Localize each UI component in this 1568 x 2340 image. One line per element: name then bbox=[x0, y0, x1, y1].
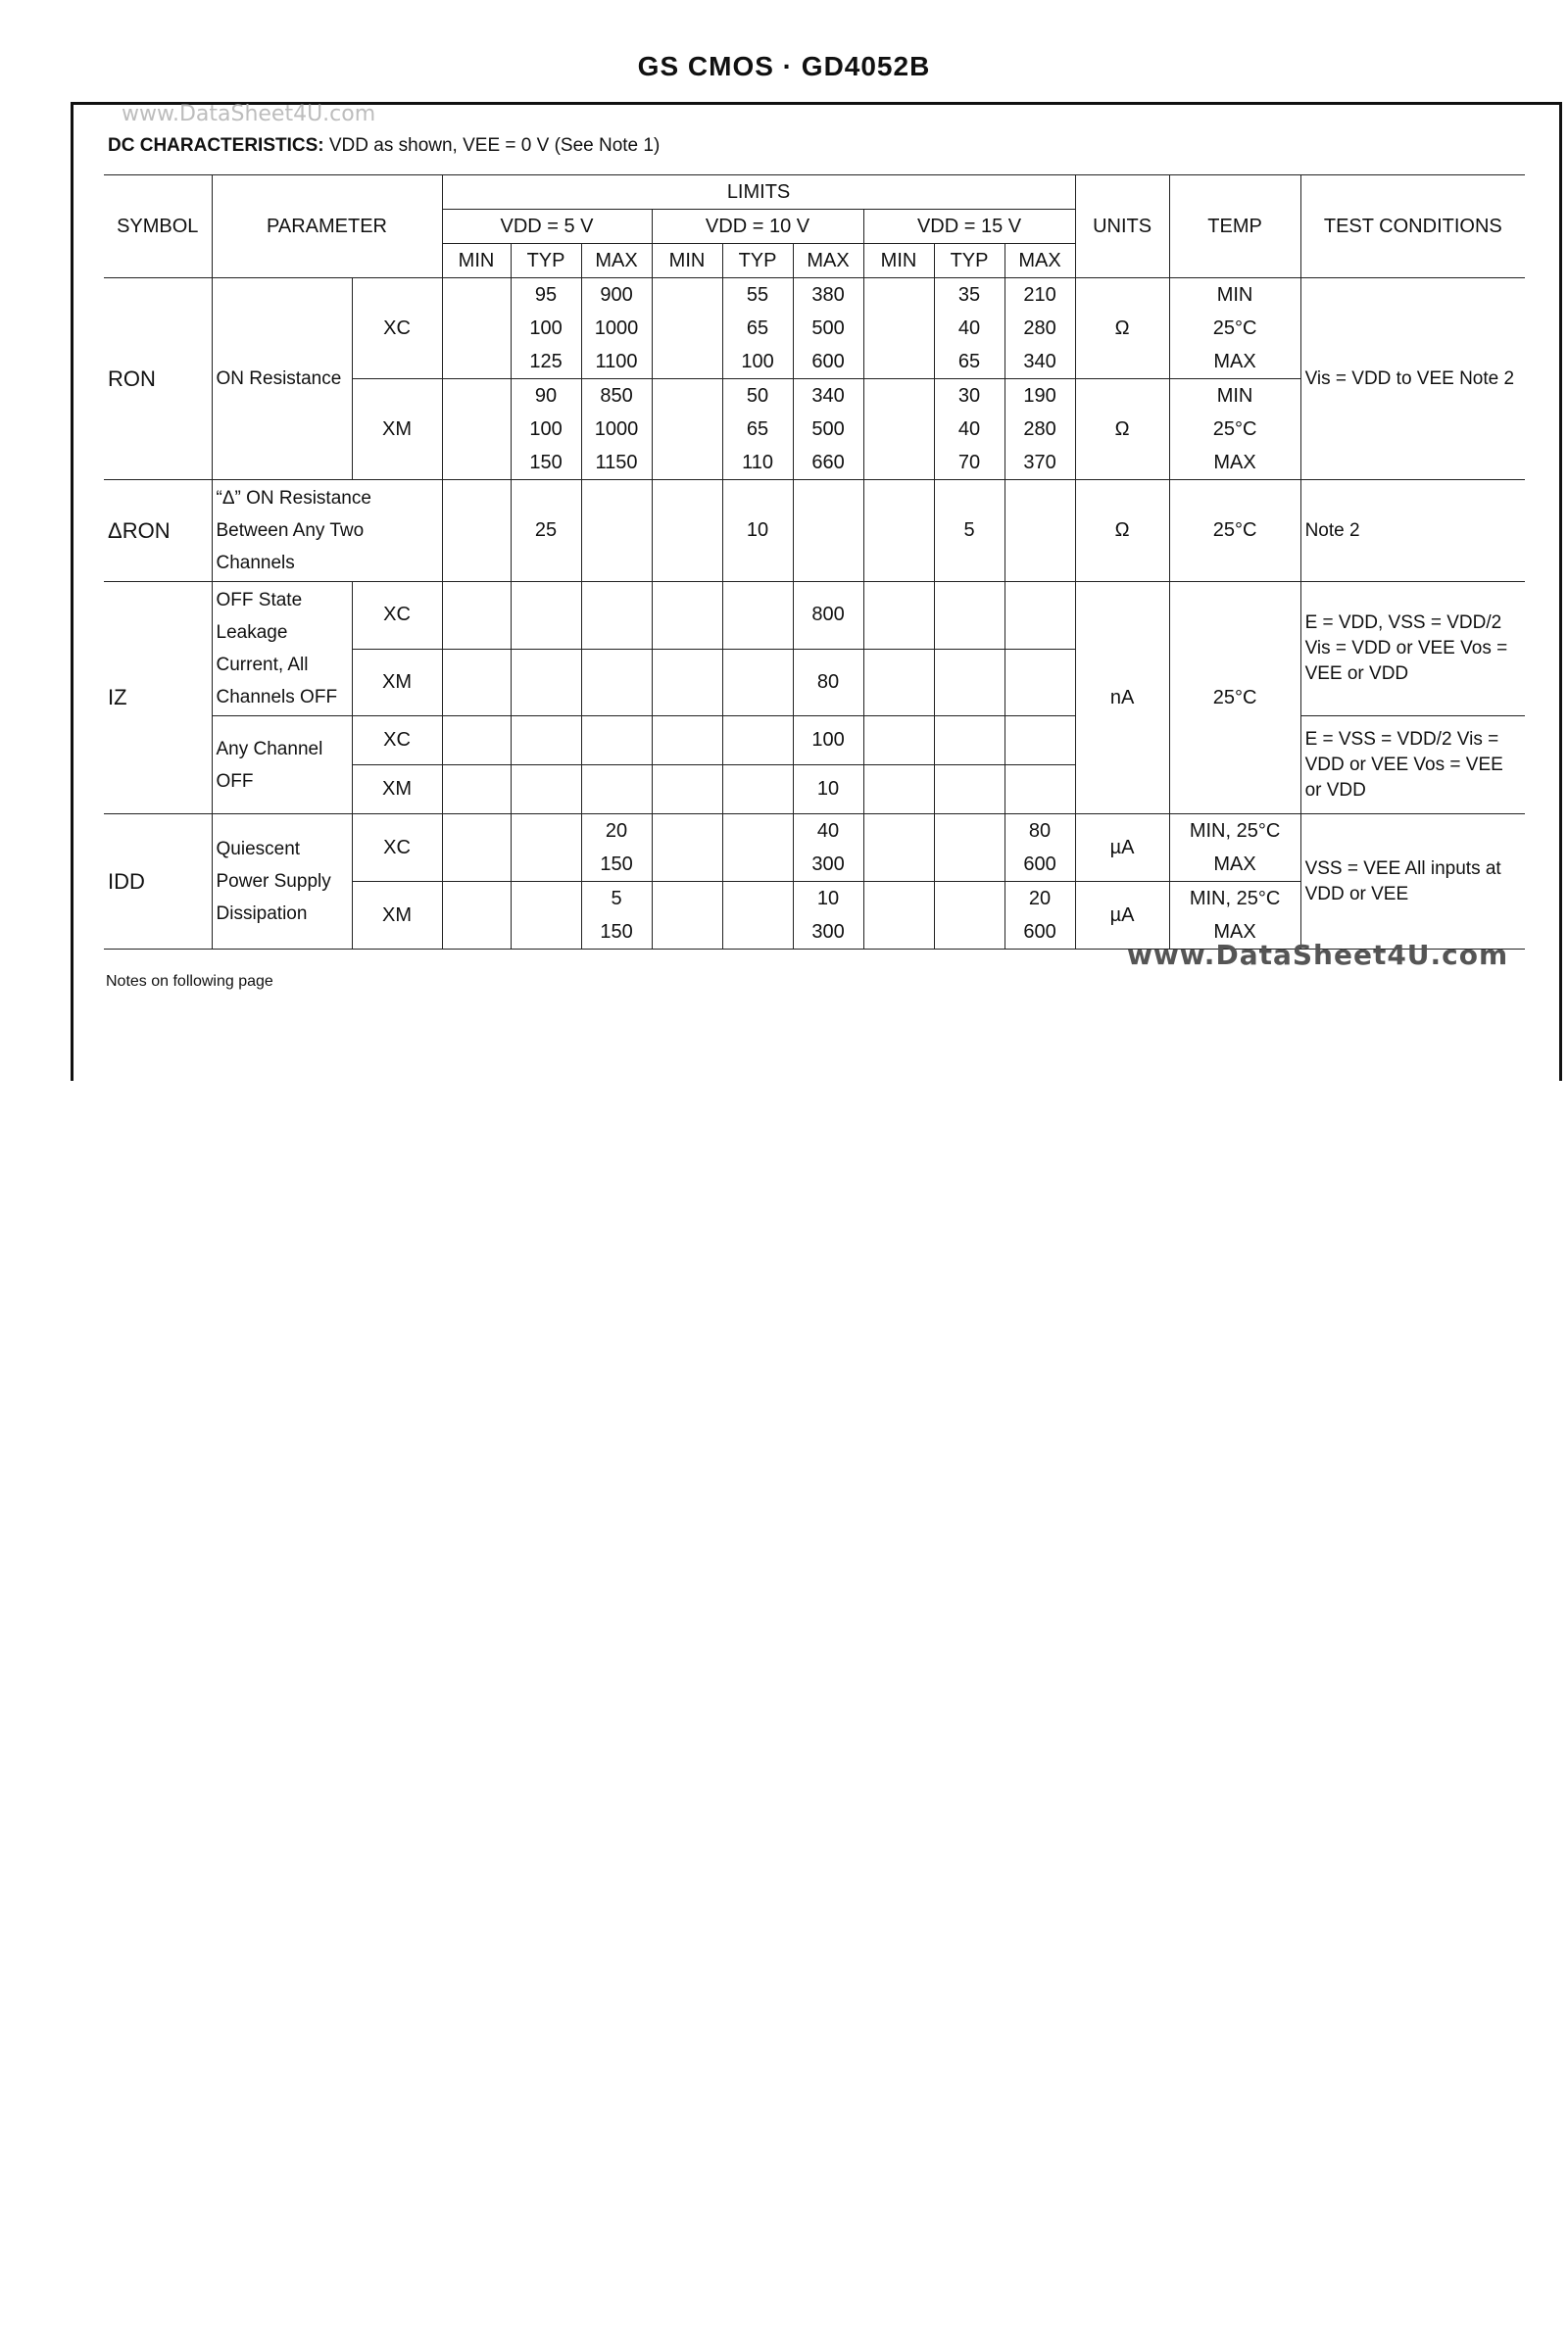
cell bbox=[652, 814, 722, 882]
cell: 5 bbox=[934, 480, 1004, 582]
cell: 25 bbox=[511, 480, 581, 582]
cell bbox=[1004, 582, 1075, 650]
cell bbox=[934, 716, 1004, 765]
cell bbox=[581, 582, 652, 650]
cell: 95 bbox=[511, 278, 581, 313]
watermark-top: www.DataSheet4U.com bbox=[122, 102, 376, 126]
cell bbox=[442, 765, 511, 814]
units-ohm: Ω bbox=[1075, 480, 1169, 582]
header-min: MIN bbox=[652, 244, 722, 278]
cell: 1100 bbox=[581, 345, 652, 379]
cell: 65 bbox=[934, 345, 1004, 379]
cond-iz-any: E = VSS = VDD/2 Vis = VDD or VEE Vos = VEE or VDD bbox=[1300, 716, 1525, 814]
cell: 100 bbox=[511, 413, 581, 446]
header-min: MIN bbox=[442, 244, 511, 278]
cond-delta-ron: Note 2 bbox=[1300, 480, 1525, 582]
cell: 20 bbox=[581, 814, 652, 849]
cell bbox=[511, 649, 581, 716]
cell bbox=[863, 480, 934, 582]
notes-footer: Notes on following page bbox=[106, 973, 273, 990]
param-quiescent-power: Quiescent Power Supply Dissipation bbox=[212, 814, 352, 950]
cell bbox=[722, 582, 793, 650]
cell bbox=[442, 882, 511, 950]
page-title: GS CMOS · GD4052B bbox=[637, 51, 931, 81]
cell: 5 bbox=[581, 882, 652, 916]
cell: 150 bbox=[581, 915, 652, 950]
header-test-conditions: TEST CONDITIONS bbox=[1300, 175, 1525, 278]
cell: 80 bbox=[793, 649, 863, 716]
cell: 40 bbox=[934, 312, 1004, 345]
header-max: MAX bbox=[581, 244, 652, 278]
cell: 90 bbox=[511, 379, 581, 414]
cell: 50 bbox=[722, 379, 793, 414]
cell: 20 bbox=[1004, 882, 1075, 916]
cell: 850 bbox=[581, 379, 652, 414]
cell bbox=[934, 814, 1004, 882]
cell bbox=[442, 312, 511, 345]
cell: 40 bbox=[934, 413, 1004, 446]
header-min: MIN bbox=[863, 244, 934, 278]
cell bbox=[793, 480, 863, 582]
cell bbox=[863, 413, 934, 446]
symbol-iz: IZ bbox=[104, 582, 212, 814]
cell bbox=[652, 446, 722, 480]
cell: 65 bbox=[722, 312, 793, 345]
cell: 660 bbox=[793, 446, 863, 480]
cell bbox=[652, 413, 722, 446]
cell: 1000 bbox=[581, 312, 652, 345]
cell: 65 bbox=[722, 413, 793, 446]
units-ohm: Ω bbox=[1075, 278, 1169, 379]
cell bbox=[863, 582, 934, 650]
grade-xc: XC bbox=[352, 716, 442, 765]
cell bbox=[442, 582, 511, 650]
units-microamp: µA bbox=[1075, 882, 1169, 950]
cell bbox=[1004, 765, 1075, 814]
param-any-channel-off: Any Channel OFF bbox=[212, 716, 352, 814]
cell: 280 bbox=[1004, 413, 1075, 446]
cell: 600 bbox=[1004, 915, 1075, 950]
cell: MIN bbox=[1169, 379, 1300, 414]
cell: MAX bbox=[1169, 345, 1300, 379]
cell: 55 bbox=[722, 278, 793, 313]
dc-characteristics-table bbox=[104, 174, 1525, 950]
cell: 370 bbox=[1004, 446, 1075, 480]
header-max: MAX bbox=[1004, 244, 1075, 278]
grade-xc: XC bbox=[352, 278, 442, 379]
cell bbox=[652, 312, 722, 345]
cell: 300 bbox=[793, 915, 863, 950]
cond-iz-off: E = VDD, VSS = VDD/2 Vis = VDD or VEE Vos = VEE or VDD bbox=[1300, 582, 1525, 716]
cell bbox=[652, 882, 722, 950]
grade-xc: XC bbox=[352, 814, 442, 882]
cell: 10 bbox=[722, 480, 793, 582]
heading-rest: VDD as shown, VEE = 0 V (See Note 1) bbox=[323, 135, 661, 156]
cell bbox=[442, 649, 511, 716]
cell: 340 bbox=[793, 379, 863, 414]
cell: 800 bbox=[793, 582, 863, 650]
cell: 100 bbox=[793, 716, 863, 765]
cell bbox=[934, 765, 1004, 814]
grade-xm: XM bbox=[352, 649, 442, 716]
header-limits: LIMITS bbox=[442, 175, 1075, 210]
header-typ: TYP bbox=[722, 244, 793, 278]
cell bbox=[581, 480, 652, 582]
cell: 30 bbox=[934, 379, 1004, 414]
cell: 25°C bbox=[1169, 413, 1300, 446]
cell bbox=[722, 716, 793, 765]
cell bbox=[863, 446, 934, 480]
cell bbox=[442, 379, 511, 414]
header-typ: TYP bbox=[934, 244, 1004, 278]
cell: 80 bbox=[1004, 814, 1075, 849]
cell: MIN bbox=[1169, 278, 1300, 313]
cell bbox=[863, 765, 934, 814]
cell: 340 bbox=[1004, 345, 1075, 379]
temp-cell: MAX bbox=[1169, 848, 1300, 882]
cell: 110 bbox=[722, 446, 793, 480]
cell: 1000 bbox=[581, 413, 652, 446]
temp-cell: 25°C bbox=[1169, 480, 1300, 582]
cell bbox=[442, 716, 511, 765]
cell: 100 bbox=[511, 312, 581, 345]
symbol-delta-ron: ΔRON bbox=[104, 480, 212, 582]
cell bbox=[1004, 716, 1075, 765]
cell bbox=[511, 716, 581, 765]
cell: MAX bbox=[1169, 446, 1300, 480]
param-on-resistance: ON Resistance bbox=[212, 278, 352, 480]
cell bbox=[1004, 480, 1075, 582]
symbol-idd: IDD bbox=[104, 814, 212, 950]
grade-xm: XM bbox=[352, 379, 442, 480]
cell: 900 bbox=[581, 278, 652, 313]
cell bbox=[863, 882, 934, 950]
header-typ: TYP bbox=[511, 244, 581, 278]
symbol-ron: RON bbox=[104, 278, 212, 480]
cell bbox=[863, 379, 934, 414]
cell bbox=[511, 814, 581, 882]
cell: 125 bbox=[511, 345, 581, 379]
cell bbox=[581, 765, 652, 814]
cell bbox=[511, 765, 581, 814]
cell bbox=[934, 649, 1004, 716]
cell bbox=[863, 345, 934, 379]
header-vdd-15v: VDD = 15 V bbox=[863, 210, 1075, 244]
cell bbox=[442, 345, 511, 379]
cell bbox=[442, 814, 511, 882]
temp-cell: MIN, 25°C bbox=[1169, 882, 1300, 916]
cell: 210 bbox=[1004, 278, 1075, 313]
cell bbox=[581, 649, 652, 716]
cell bbox=[722, 765, 793, 814]
cell bbox=[511, 882, 581, 950]
cell bbox=[442, 480, 511, 582]
cell: 70 bbox=[934, 446, 1004, 480]
temp-cell: 25°C bbox=[1169, 582, 1300, 814]
cell bbox=[652, 716, 722, 765]
cell: 25°C bbox=[1169, 312, 1300, 345]
cell: 35 bbox=[934, 278, 1004, 313]
cell bbox=[863, 716, 934, 765]
cell: 190 bbox=[1004, 379, 1075, 414]
cell bbox=[581, 716, 652, 765]
cell bbox=[652, 345, 722, 379]
cell: 150 bbox=[511, 446, 581, 480]
cell: 1150 bbox=[581, 446, 652, 480]
header-symbol: SYMBOL bbox=[104, 175, 212, 278]
cell: 10 bbox=[793, 882, 863, 916]
cell bbox=[652, 582, 722, 650]
cell bbox=[442, 278, 511, 313]
param-off-state-leakage: OFF State Leakage Current, All Channels OFF bbox=[212, 582, 352, 716]
cell bbox=[934, 582, 1004, 650]
cell bbox=[863, 649, 934, 716]
cell bbox=[722, 814, 793, 882]
cell: 500 bbox=[793, 312, 863, 345]
header-units: UNITS bbox=[1075, 175, 1169, 278]
cond-idd: VSS = VEE All inputs at VDD or VEE bbox=[1300, 814, 1525, 950]
cell: 300 bbox=[793, 848, 863, 882]
cell bbox=[511, 582, 581, 650]
cell: 40 bbox=[793, 814, 863, 849]
units-microamp: µA bbox=[1075, 814, 1169, 882]
cell bbox=[722, 649, 793, 716]
cell bbox=[442, 446, 511, 480]
cell bbox=[652, 379, 722, 414]
param-delta-on-resistance: “Δ” ON Resistance Between Any Two Channels bbox=[212, 480, 442, 582]
cell bbox=[863, 814, 934, 882]
cell bbox=[652, 480, 722, 582]
grade-xc: XC bbox=[352, 582, 442, 650]
units-na: nA bbox=[1075, 582, 1169, 814]
units-ohm: Ω bbox=[1075, 379, 1169, 480]
cell: 600 bbox=[793, 345, 863, 379]
cell bbox=[652, 765, 722, 814]
cell: 100 bbox=[722, 345, 793, 379]
header-temp: TEMP bbox=[1169, 175, 1300, 278]
watermark-bottom: www.DataSheet4U.com bbox=[1127, 939, 1509, 971]
cell: 600 bbox=[1004, 848, 1075, 882]
cell: 280 bbox=[1004, 312, 1075, 345]
cell: 10 bbox=[793, 765, 863, 814]
cell bbox=[722, 882, 793, 950]
header-max: MAX bbox=[793, 244, 863, 278]
cell bbox=[863, 312, 934, 345]
heading-bold: DC CHARACTERISTICS: bbox=[108, 135, 324, 156]
cell bbox=[863, 278, 934, 313]
cell bbox=[652, 278, 722, 313]
cond-ron: Vis = VDD to VEE Note 2 bbox=[1300, 278, 1525, 480]
header-vdd-10v: VDD = 10 V bbox=[652, 210, 863, 244]
table-heading bbox=[108, 135, 660, 157]
cell bbox=[652, 649, 722, 716]
cell: 500 bbox=[793, 413, 863, 446]
cell bbox=[934, 882, 1004, 950]
grade-xm: XM bbox=[352, 882, 442, 950]
grade-xm: XM bbox=[352, 765, 442, 814]
temp-cell: MAX bbox=[1169, 915, 1300, 950]
cell: 380 bbox=[793, 278, 863, 313]
cell bbox=[1004, 649, 1075, 716]
temp-cell: MIN, 25°C bbox=[1169, 814, 1300, 849]
cell bbox=[442, 413, 511, 446]
header-vdd-5v: VDD = 5 V bbox=[442, 210, 652, 244]
header-parameter: PARAMETER bbox=[212, 175, 442, 278]
cell: 150 bbox=[581, 848, 652, 882]
